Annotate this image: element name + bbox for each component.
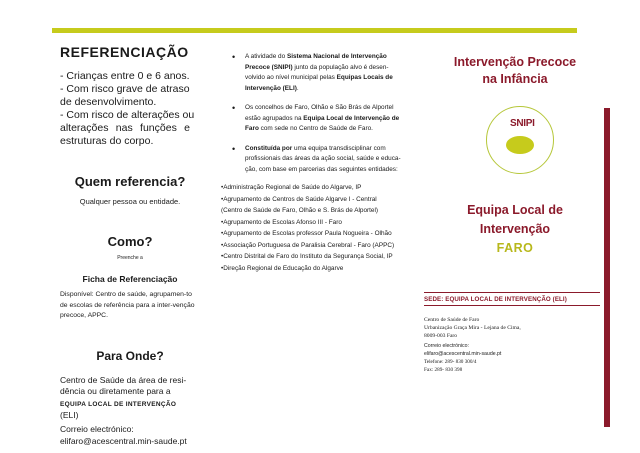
entity-item: •Associação Portuguesa de Paralisia Cerebral - Faro (APPC)	[221, 241, 395, 249]
criteria-line: - Com risco de alterações ou	[60, 109, 195, 121]
logo-text: SNIPI	[510, 118, 535, 129]
info-bullet: • Os concelhos de Faro, Olhão e São Brás de Alportel estão agrupados na Equipa Local de Intervenção de Faro com sede no Centro de Saúde de Faro.	[234, 103, 408, 135]
criteria-line: - Crianças entre 0 e 6 anos.	[60, 70, 190, 82]
cover-column	[424, 40, 606, 374]
availability-text: Disponível: Centro de saúde, agrupamen-to de escolas de referência para a inter-venção precoce, APPC.	[60, 291, 195, 319]
address-line: Urbanização Graça Mira - Lejana de Cima,	[424, 325, 521, 331]
where-text-body: Centro de Saúde da área de resi-dência ou diretamente para a	[60, 374, 187, 396]
divider	[424, 292, 600, 293]
entity-item: •Agrupamento de Escolas Afonso III - Faro	[221, 218, 342, 226]
team-title-line: Equipa Local de	[467, 203, 563, 217]
criteria-line: estruturas do corpo.	[60, 135, 154, 147]
contact-email-block	[424, 343, 606, 358]
criteria-word: funções	[140, 122, 177, 134]
where-heading: Para Onde?	[96, 348, 164, 363]
info-bullets	[234, 52, 408, 175]
referral-column	[60, 40, 200, 448]
cover-title	[424, 54, 606, 88]
logo-dot	[506, 136, 534, 154]
criteria-line: - Com risco grave de atraso	[60, 83, 190, 95]
criteria-word: e	[184, 122, 190, 134]
referral-title: REFERENCIAÇÃO	[60, 44, 189, 60]
phone-block	[424, 358, 606, 374]
criteria-word: alterações	[60, 122, 109, 134]
snipi-logo	[482, 102, 558, 178]
referral-criteria	[60, 70, 200, 148]
how-heading: Como?	[107, 234, 153, 249]
fill-in-label: Preenche a	[117, 255, 143, 261]
address-line: Centro de Saúde de Faro	[424, 317, 480, 323]
criteria-line	[60, 122, 190, 135]
criteria-word: nas	[115, 122, 133, 134]
phone-number: Telefone: 289- 830 300/4	[424, 359, 477, 365]
entity-item: •Centro Distrital de Faro do Instituto da Segurança Social, IP	[221, 253, 393, 260]
where-text	[60, 375, 196, 448]
headquarters-label: SEDE: EQUIPA LOCAL DE INTERVENÇÃO (ELI)	[424, 296, 567, 303]
team-place: FARO	[496, 241, 534, 255]
eli-abbrev: (ELI)	[60, 410, 79, 420]
entity-item: •Agrupamento de Escolas professor Paula Nogueira - Olhão	[221, 230, 392, 237]
eli-name: EQUIPA LOCAL DE INTERVENÇÃO	[60, 400, 177, 408]
team-title	[424, 201, 606, 239]
fax-number: Fax: 289- 830 398	[424, 367, 463, 373]
snipi-info-column	[221, 40, 408, 274]
right-accent-bar	[604, 108, 610, 427]
cover-title-line: na Infância	[482, 72, 548, 86]
entity-item: •Agrupamento de Centros de Saúde Algarve I - Central (Centro de Saúde de Faro, Olhão e S. Brás de Alportel)	[221, 195, 379, 214]
who-refers-heading: Quem referencia?	[74, 174, 186, 189]
referral-form-label: Ficha de Referenciação	[82, 274, 178, 284]
who-refers-answer: Qualquer pessoa ou entidade.	[79, 197, 181, 206]
address-line: 8009-003 Faro	[424, 333, 458, 339]
address-block	[424, 316, 606, 340]
email-label: Correio electrónico:	[424, 343, 469, 349]
email-link[interactable]: elifaro@acescentral.min-saude.pt	[60, 436, 187, 446]
partner-entities	[221, 182, 399, 274]
email-label: Correio electrónico:	[60, 423, 134, 434]
info-bullet: • A atividade do Sistema Nacional de Intervenção Precoce (SNIPI) junto da população alvo é desen-volvido ao nível municipal pelas Equipas Locais de Intervenção (ELI).	[234, 52, 408, 94]
top-accent-bar	[52, 28, 577, 33]
email-link[interactable]: elifaro@acescentral.min-saude.pt	[424, 350, 502, 357]
entity-item: •Administração Regional de Saúde do Algarve, IP	[221, 184, 362, 191]
info-bullet: • Constituída por uma equipa transdisciplinar com profissionais das áreas da ação social, saúde e educa-ção, com base em parcerias das seguintes entidades:	[234, 144, 408, 176]
cover-title-line: Intervenção Precoce	[453, 55, 577, 69]
divider	[424, 305, 600, 306]
team-title-line: Intervenção	[479, 222, 551, 236]
criteria-line: de desenvolvimento.	[60, 96, 157, 108]
entity-item: •Direção Regional de Educação do Algarve	[221, 264, 344, 272]
